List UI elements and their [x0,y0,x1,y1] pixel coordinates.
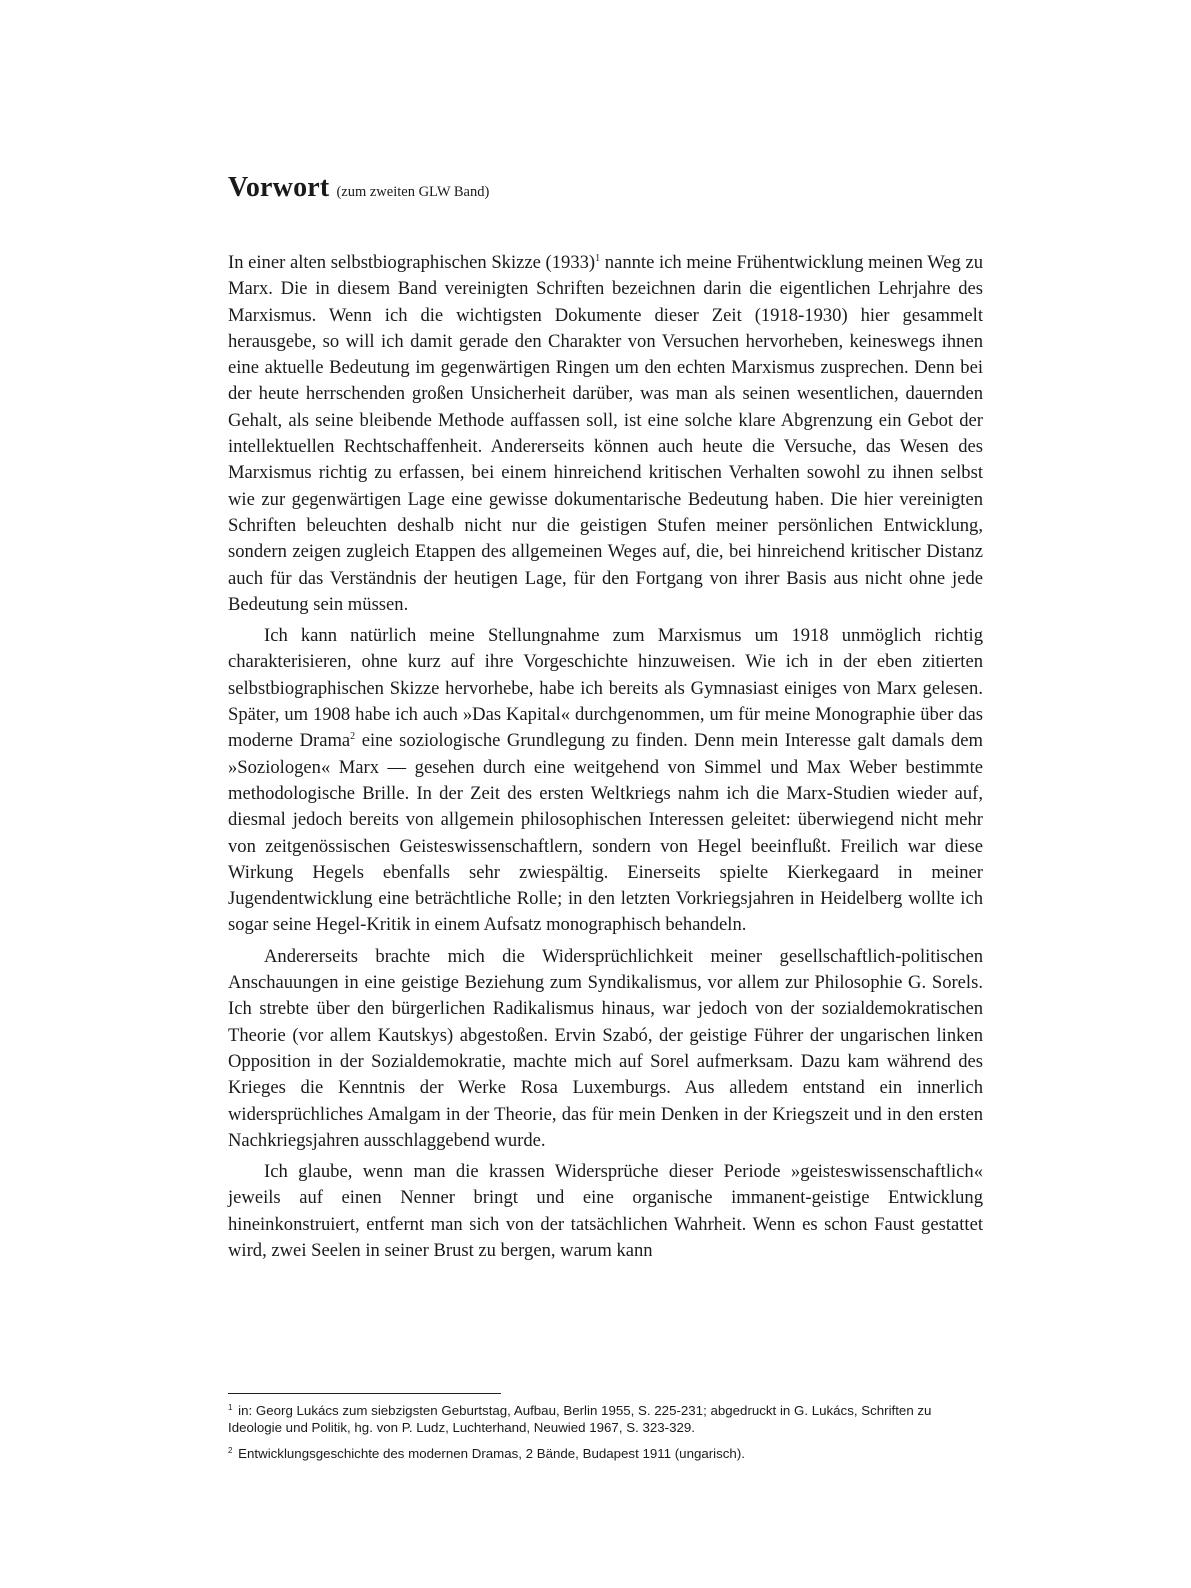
paragraph-1 [228,250,983,618]
document-page [228,170,983,1264]
paragraph-1-text-b: nannte ich meine Frühentwicklung meinen Weg zu Marx. Die in diesem Band vereinigten Schriften bezeichnen darin die eigentlichen Lehrjahre des Marxismus. Wenn ich die wichtigsten Dokumente dieser Zeit (1918-1930) hier gesammelt herausgebe, so will ich damit gerade den Charakter von Versuchen hervorheben, keineswegs ihnen eine aktuelle Bedeutung im gegenwärtigen Ringen um den echten Marxismus zusprechen. Denn bei der heute herrschenden großen Unsicherheit darüber, was man als seinen wesentlichen, dauernden Gehalt, als seine bleibende Methode auffassen soll, ist eine solche klare Abgrenzung ein Gebot der intellektuellen Rechtschaffenheit. Andererseits können auch heute die Versuche, das Wesen des Marxismus richtig zu erfassen, bei einem hinreichend kritischen Verhalten sowohl zu ihnen selbst wie zur gegenwärtigen Lage eine gewisse dokumentarische Bedeutung haben. Die hier vereinigten Schriften beleuchten deshalb nicht nur die geistigen Stufen meiner persönlichen Entwicklung, sondern zeigen zugleich Etappen des allgemeinen Weges auf, die, bei hinreichend kritischer Distanz auch für das Verständnis der heutigen Lage, für den Fortgang von ihrer Basis aus nicht ohne jede Bedeutung sein müssen. [228,252,984,615]
paragraph-1-text-a: In einer alten selbstbiographischen Skizze (1933) [228,252,596,273]
paragraph-2-text-a: Ich kann natürlich meine Stellungnahme zum Marxismus um 1918 unmöglich richtig charakterisieren, ohne kurz auf ihre Vorgeschichte hinzuweisen. Wie ich in der eben zitierten selbstbiographischen Skizze hervorhebe, habe ich bereits als Gymnasiast einiges von Marx gelesen. Später, um 1908 habe ich auch »Das Kapital« durchgenommen, um für meine Monographie über das moderne Drama [228,625,983,752]
page-title: Vorwort [228,172,330,203]
footnote-2-text: Entwicklungsgeschichte des modernen Dramas, 2 Bände, Budapest 1911 (ungarisch). [234,1446,745,1461]
footnote-ref-1: 1 [595,252,601,264]
page-subtitle: (zum zweiten GLW Band) [336,184,490,200]
paragraph-4-text: Ich glaube, wenn man die krassen Widersprüche dieser Periode »geisteswissenschaftlich« jeweils auf einen Nenner bringt und eine organische immanent-geistige Entwicklung hineinkonstruiert, entfernt man sich von der tatsächlichen Wahrheit. Wenn es schon Faust gestattet wird, zwei Seelen in seiner Brust zu bergen, warum kann [228,1161,983,1261]
footnote-1-mark: 1 [228,1402,233,1412]
paragraph-3 [228,944,983,1154]
footnote-1-text: in: Georg Lukács zum siebzigsten Geburtstag, Aufbau, Berlin 1955, S. 225-231; abgedruckt in G. Lukács, Schriften zu Ideologie und Politik, hg. von P. Ludz, Luchterhand, Neuwied 1967, S. 323-329. [228,1403,932,1435]
body-text [228,250,983,1264]
paragraph-2-text-b: eine soziologische Grundlegung zu finden. Denn mein Interesse galt damals dem »Soziologen« Marx — gesehen durch eine weitgehend von Simmel und Max Weber bestimmte methodologische Brille. In der Zeit des ersten Weltkriegs nahm ich die Marx-Studien wieder auf, diesmal jedoch bereits von allgemein philosophischen Interessen geleitet: überwiegend nicht mehr von zeitgenössischen Geisteswissenschaftlern, sondern von Hegel beeinflußt. Freilich war diese Wirkung Hegels ebenfalls sehr zwiespältig. Einerseits spielte Kierkegaard in meiner Jugendentwicklung eine beträchtliche Rolle; in den letzten Vorkriegsjahren in Heidelberg wollte ich sogar seine Hegel-Kritik in einem Aufsatz monographisch behandeln. [228,730,983,936]
page-heading [228,170,983,210]
footnote-2-mark: 2 [228,1445,233,1455]
footnote-2 [228,1445,988,1462]
footnotes [228,1393,988,1471]
paragraph-4 [228,1159,983,1264]
paragraph-2 [228,623,983,939]
footnote-divider [228,1393,501,1394]
footnote-1 [228,1402,988,1436]
footnote-ref-2: 2 [350,731,356,743]
paragraph-3-text: Andererseits brachte mich die Widersprüchlichkeit meiner gesellschaftlich-politischen Anschauungen in eine geistige Beziehung zum Syndikalismus, vor allem zur Philosophie G. Sorels. Ich strebte über den bürgerlichen Radikalismus hinaus, war jedoch von der sozialdemokratischen Theorie (vor allem Kautskys) abgestoßen. Ervin Szabó, der geistige Führer der ungarischen linken Opposition in der Sozialdemokratie, machte mich auf Sorel aufmerksam. Dazu kam während des Krieges die Kenntnis der Werke Rosa Luxemburgs. Aus alledem entstand ein innerlich widersprüchliches Amalgam in der Theorie, das für mein Denken in der Kriegszeit und in den ersten Nachkriegsjahren ausschlaggebend wurde. [228,945,983,1151]
